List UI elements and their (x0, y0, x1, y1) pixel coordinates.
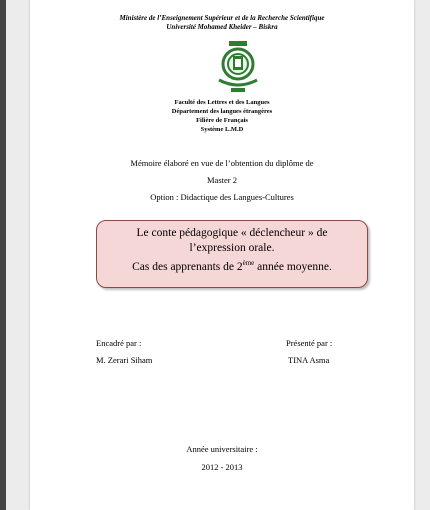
ministry-header (30, 14, 414, 32)
title-line-1: Le conte pédagogique « déclencheur » de (136, 227, 328, 239)
thesis-title-box (96, 220, 368, 288)
academic-year-label: Année universitaire : (186, 444, 258, 454)
filiere-name: Filière de Français (196, 117, 248, 124)
viewer-left-edge (0, 0, 6, 510)
presenter-name: TINA Asma (288, 355, 330, 365)
memoire-line-3: Option : Didactique des Langues-Cultures (150, 192, 294, 202)
presenter-label: Présenté par : (286, 338, 333, 348)
memoire-line-2: Master 2 (207, 175, 237, 185)
academic-year-value: 2012 - 2013 (201, 462, 243, 472)
title-line-3-pre: Cas des apprenants de 2 (132, 260, 243, 273)
document-page (30, 0, 414, 510)
memoire-block (30, 157, 414, 203)
memoire-line-1: Mémoire élaboré en vue de l’obtention du diplôme de (130, 158, 314, 168)
system-name: Système L.M.D (200, 126, 244, 133)
title-line-2: l’expression orale. (189, 242, 275, 254)
title-line-3-post: année moyenne. (254, 260, 332, 273)
supervisor-name: M. Zerari Siham (96, 355, 153, 365)
supervisor-label: Encadré par : (96, 338, 142, 348)
title-line-3 (97, 256, 367, 275)
university-name: Université Mohamed Kheider – Biskra (166, 23, 278, 31)
ministry-name: Ministère de l’Enseignement Supérieur et de la Recherche Scientifique (119, 14, 325, 22)
title-line-3-sup: ème (242, 259, 255, 267)
university-seal-icon (215, 40, 261, 96)
institution-block (30, 98, 414, 134)
faculty-name: Faculté des Lettres et des Langues (174, 99, 270, 106)
academic-year-block (30, 443, 414, 473)
department-name: Département des langues étrangères (171, 108, 273, 115)
